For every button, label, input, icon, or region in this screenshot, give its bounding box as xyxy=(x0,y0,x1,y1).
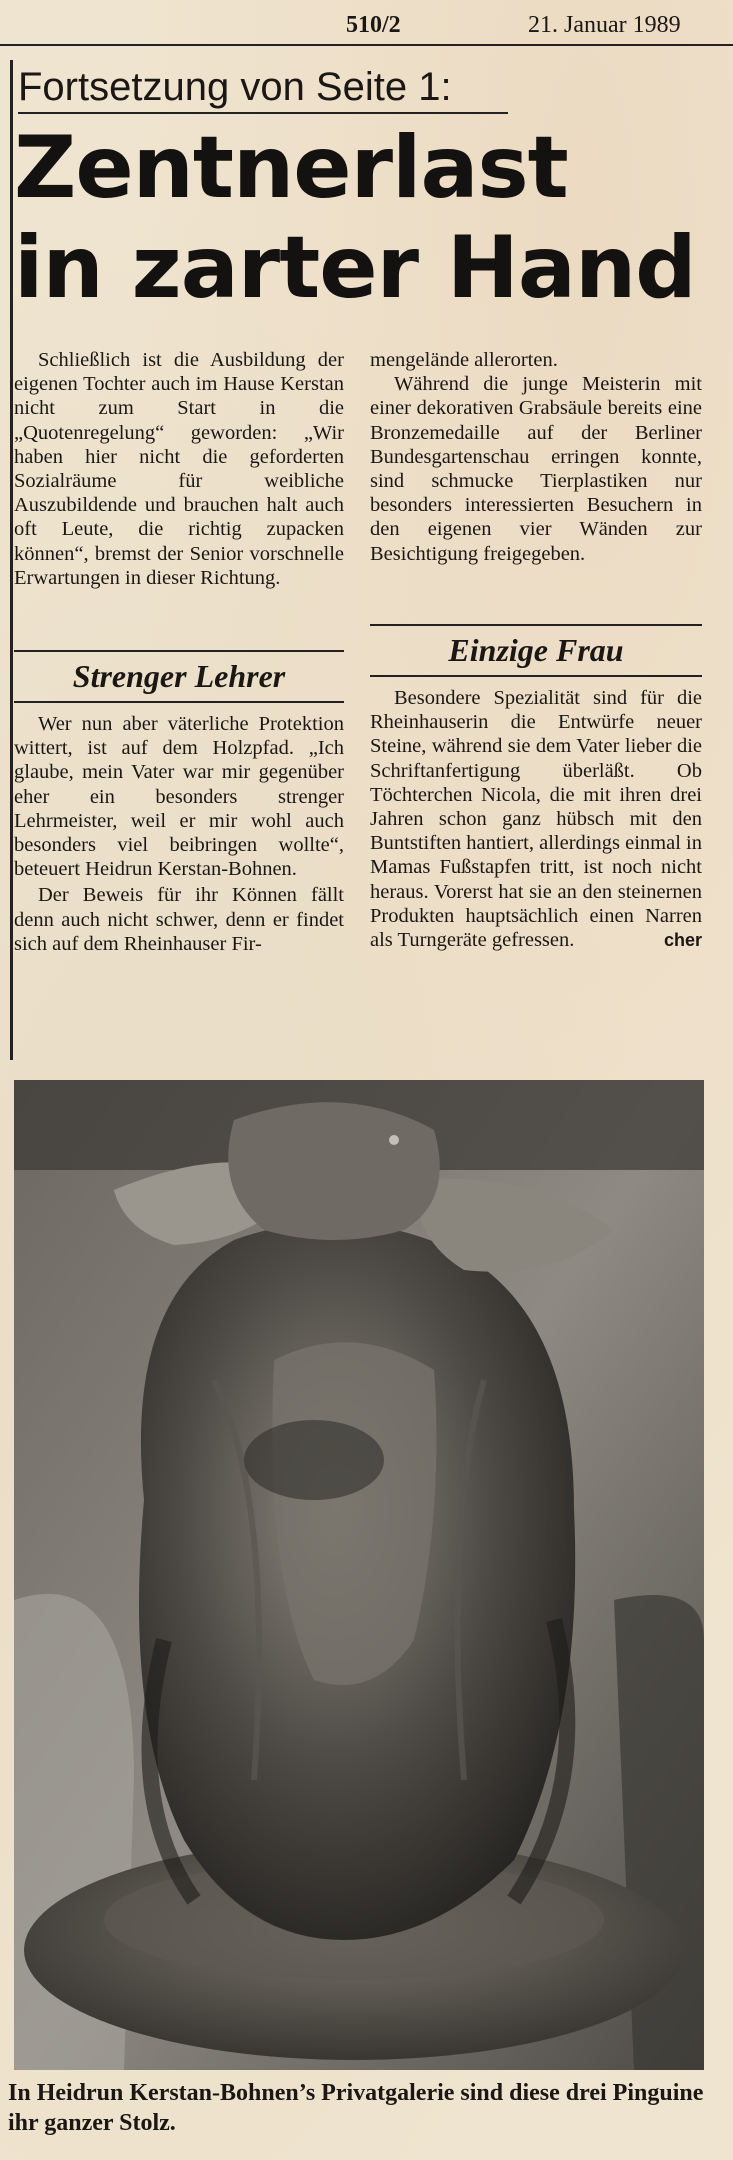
page-number: 510/2 xyxy=(346,12,401,38)
issue-date: 21. Januar 1989 xyxy=(528,12,681,38)
paragraph xyxy=(370,686,702,952)
column-rule xyxy=(10,60,13,1060)
photo-penguin-sculpture xyxy=(14,1080,704,2070)
paragraph: Der Beweis für ihr Können fällt denn auch nicht schwer, denn er findet sich auf dem Rheinhauser Fir- xyxy=(14,884,344,955)
author-signature: cher xyxy=(663,930,702,951)
masthead xyxy=(0,8,733,46)
column-1-body xyxy=(14,712,344,956)
kicker: Fortsetzung von Seite 1: xyxy=(18,64,508,114)
subhead-einzige-frau: Einzige Frau xyxy=(370,624,702,677)
paragraph: Wer nun aber väterliche Protektion wittert, ist auf dem Holzpfad. „Ich glaube, mein Vater war mir gegenüber eher ein besonders strenger Lehrmeister, weil er mir wohl auch besonders viel beibringen wollte“, beteuert Heidrun Kerstan-Bohnen. xyxy=(14,713,344,881)
paragraph: Während die junge Meisterin mit einer dekorativen Grabsäule bereits eine Bronzemedaille auf der Berliner Bundesgartenschau erringen konnte, sind schmucke Tierplastiken nur besonders interessierten Besuchern in den eigenen vier Wänden zur Besichtigung freigegeben. xyxy=(370,373,702,565)
paragraph-text: Besondere Spezialität sind für die Rheinhauserin die Entwürfe neuer Steine, während sie dem Vater lieber die Schriftanfertigung überläßt. Ob Töchterchen Nicola, die mit ihren drei Jahren schon ganz hübsch mit den Buntstiften hantiert, allerdings einmal in Mamas Fußstapfen tritt, ist noch nicht heraus. Vorerst hat sie an den steinernen Produkten hauptsächlich einen Narren als Turngeräte gefressen. xyxy=(370,687,702,952)
sculpture-image xyxy=(14,1080,704,2070)
column-2-intro xyxy=(370,348,702,566)
subhead-strenger-lehrer: Strenger Lehrer xyxy=(14,650,344,703)
headline xyxy=(14,118,704,318)
paragraph-continuation: mengelände allerorten. xyxy=(370,349,558,371)
photo-caption: In Heidrun Kerstan-Bohnen’s Privatgalerie sind diese drei Pinguine ihr ganzer Stolz. xyxy=(8,2080,704,2136)
column-2-body xyxy=(370,686,702,952)
headline-line-1: Zentnerlast xyxy=(14,118,568,218)
paragraph: Schließlich ist die Ausbildung der eigenen Tochter auch im Hause Kerstan nicht zum Start in die „Quotenregelung“ geworden: „Wir haben hier nicht die geforderten Sozialräume für weibliche Auszubildende und brauchen halt auch oft Leute, die richtig zupacken können“, bremst der Senior vorschnelle Erwartungen in dieser Richtung. xyxy=(14,349,344,589)
column-1-intro xyxy=(14,348,344,590)
headline-line-2: in zarter Hand xyxy=(14,218,696,318)
